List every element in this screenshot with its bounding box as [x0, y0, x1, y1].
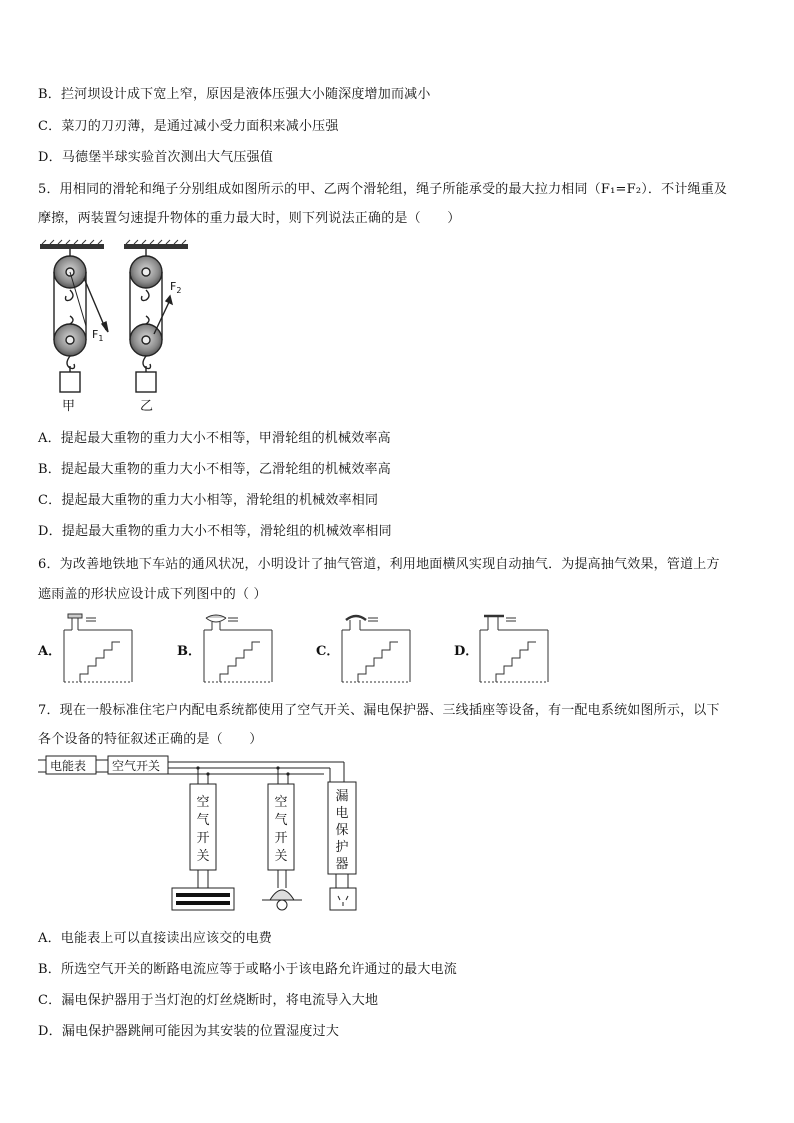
branch-switch-1-char: 开 — [196, 831, 210, 846]
q5-stem-line2: 摩擦，两装置匀速提升物体的重力最大时，则下列说法正确的是（ ） — [38, 211, 461, 226]
pulley-figure — [36, 238, 206, 418]
q6-option-a-label: A． — [38, 644, 62, 659]
lamp-appliance — [262, 890, 302, 910]
q5-option-c: C．提起最大重物的重力大小相等，滑轮组的机械效率相同 — [38, 493, 379, 508]
q4-option-b: B．拦河坝设计成下宽上窄，原因是液体压强大小随深度增加而减小 — [38, 87, 431, 102]
branch-switch-1-char: 气 — [196, 813, 210, 828]
pulley-system-yi — [130, 249, 172, 392]
branch-switch-2-char: 空 — [274, 795, 288, 810]
branch-switch-2-char: 关 — [274, 849, 288, 864]
q6-figure-a — [60, 612, 140, 684]
pulley-system-jia — [54, 249, 108, 392]
leakage-protector-char: 保 — [335, 823, 349, 838]
leakage-protector-char: 电 — [335, 806, 349, 821]
q6-stem-line2: 遮雨盖的形状应设计成下列图中的（ ） — [38, 587, 267, 602]
q6-option-d-label: D． — [454, 644, 479, 659]
q5-option-a: A．提起最大重物的重力大小不相等，甲滑轮组的机械效率高 — [38, 431, 391, 446]
q6-figure-b — [200, 612, 280, 684]
branch-switch-2-char: 气 — [274, 813, 288, 828]
heater-appliance — [172, 888, 234, 910]
leakage-protector-char: 器 — [335, 857, 349, 872]
socket-appliance — [330, 888, 356, 910]
q5-option-d: D．提起最大重物的重力大小不相等，滑轮组的机械效率相同 — [38, 524, 392, 539]
q5-stem-line1: 5．用相同的滑轮和绳子分别组成如图所示的甲、乙两个滑轮组，绳子所能承受的最大拉力相同（F₁=F₂）．不计绳重及 — [38, 182, 728, 197]
q7-option-d: D．漏电保护器跳闸可能因为其安装的位置湿度过大 — [38, 1024, 340, 1039]
branch-switch-1-char: 空 — [196, 795, 210, 810]
fig-label-yi: 乙 — [140, 399, 154, 414]
main-switch-label: 空气开关 — [112, 759, 161, 773]
q6-figure-d — [476, 612, 556, 684]
branch-switch-2-char: 开 — [274, 831, 288, 846]
q6-stem-line1: 6．为改善地铁地下车站的通风状况，小明设计了抽气管道，利用地面横风实现自动抽气．为提高抽气效果，管道上方 — [38, 557, 720, 572]
q7-option-c: C．漏电保护器用于当灯泡的灯丝烧断时，将电流导入大地 — [38, 993, 379, 1008]
force-label-f2: $F_2$ — [170, 280, 182, 295]
force-label-f1: $F_1$ — [92, 328, 104, 343]
leakage-protector-char: 漏 — [335, 789, 349, 804]
q7-stem-line2: 各个设备的特征叙述正确的是（ ） — [38, 732, 263, 747]
q7-stem-line1: 7．现在一般标准住宅户内配电系统都使用了空气开关、漏电保护器、三线插座等设备，有一配电系统如图所示，以下 — [38, 703, 720, 718]
fig-label-jia: 甲 — [62, 399, 76, 414]
ceiling — [40, 240, 188, 249]
q7-option-a: A．电能表上可以直接读出应该交的电费 — [38, 931, 272, 946]
q7-option-b: B．所选空气开关的断路电流应等于或略小于该电路允许通过的最大电流 — [38, 962, 457, 977]
distribution-circuit-figure — [34, 752, 364, 917]
q5-option-b: B．提起最大重物的重力大小不相等，乙滑轮组的机械效率高 — [38, 462, 391, 477]
q6-figure-c — [338, 612, 418, 684]
q6-option-b-label: B． — [177, 644, 201, 659]
q4-option-d: D．马德堡半球实验首次测出大气压强值 — [38, 150, 274, 165]
meter-label: 电能表 — [50, 759, 87, 773]
q4-option-c: C．菜刀的刀刃薄，是通过减小受力面积来减小压强 — [38, 119, 339, 134]
q6-option-c-label: C． — [316, 644, 340, 659]
branch-switch-1-char: 关 — [196, 849, 210, 864]
leakage-protector-char: 护 — [335, 840, 349, 855]
